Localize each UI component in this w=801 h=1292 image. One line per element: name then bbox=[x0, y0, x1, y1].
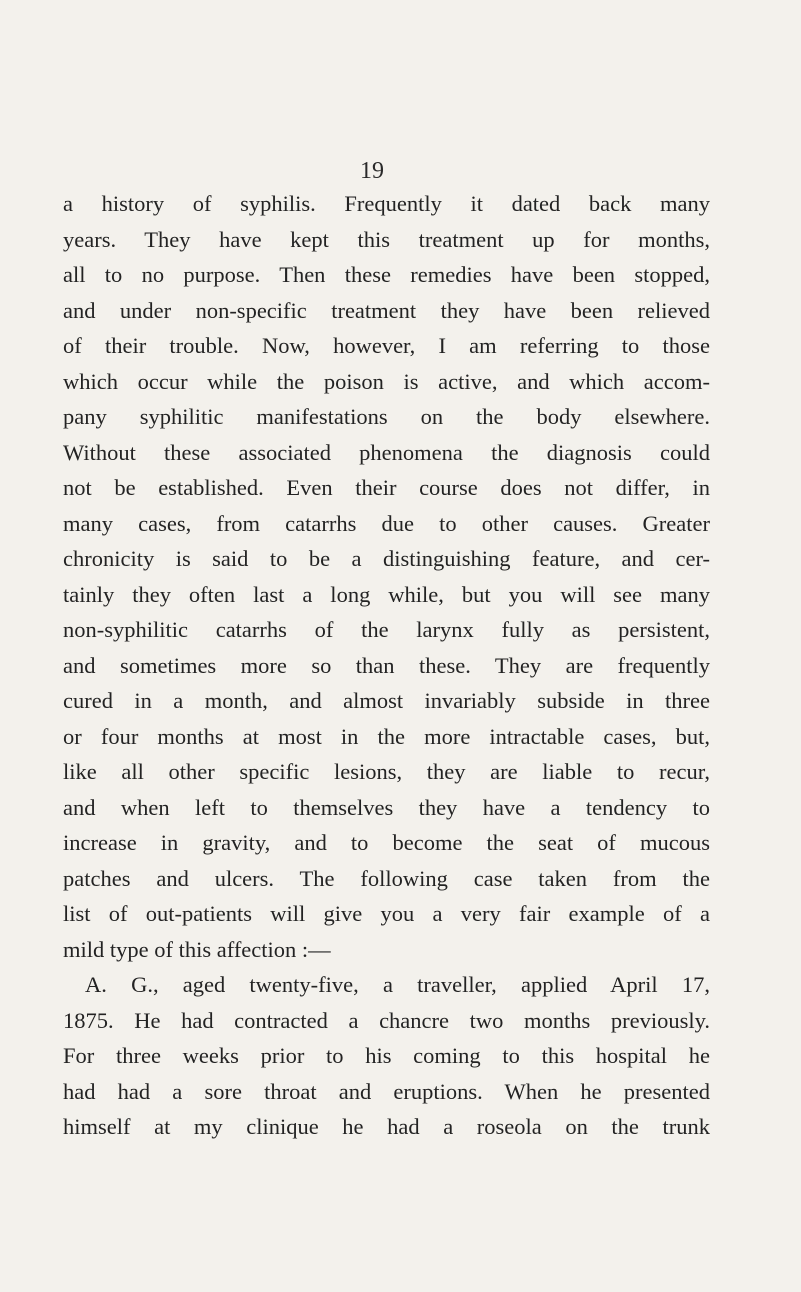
text-line: which occur while the poison is active, and which accom- bbox=[63, 368, 710, 394]
text-line: not be established. Even their course does not differ, in bbox=[63, 475, 710, 500]
text-line: and sometimes more so than these. They are frequently bbox=[63, 652, 710, 678]
page-number: 19 bbox=[360, 158, 384, 184]
text-line: pany syphilitic manifestations on the body elsewhere. bbox=[63, 404, 710, 429]
text-line: himself at my clinique he had a roseola on the trunk bbox=[63, 1114, 710, 1139]
text-line: or four months at most in the more intractable cases, but, bbox=[63, 723, 710, 749]
text-line: tainly they often last a long while, but you will see many bbox=[63, 581, 710, 607]
text-line: A. G., aged twenty-five, a traveller, applied April 17, bbox=[85, 972, 710, 997]
text-line: Without these associated phenomena the diagnosis could bbox=[63, 439, 710, 465]
text-line: like all other specific lesions, they are liable to recur, bbox=[63, 759, 710, 784]
text-line: cured in a month, and almost invariably subside in three bbox=[63, 688, 710, 713]
text-line: list of out-patients will give you a very fair example of a bbox=[63, 901, 710, 926]
text-line: For three weeks prior to his coming to this hospital he bbox=[63, 1043, 710, 1068]
text-line: increase in gravity, and to become the seat of mucous bbox=[63, 830, 710, 855]
text-line: patches and ulcers. The following case taken from the bbox=[63, 865, 710, 891]
text-line: all to no purpose. Then these remedies have been stopped, bbox=[63, 262, 710, 287]
text-line: non-syphilitic catarrhs of the larynx fully as persistent, bbox=[63, 617, 710, 642]
text-line: and under non-specific treatment they have been relieved bbox=[63, 297, 710, 323]
text-line: a history of syphilis. Frequently it dated back many bbox=[63, 191, 710, 216]
text-line: and when left to themselves they have a tendency to bbox=[63, 794, 710, 820]
text-line: mild type of this affection :— bbox=[63, 936, 331, 962]
text-line: of their trouble. Now, however, I am referring to those bbox=[63, 333, 710, 358]
text-line: had had a sore throat and eruptions. When he presented bbox=[63, 1078, 710, 1104]
text-line: many cases, from catarrhs due to other causes. Greater bbox=[63, 510, 710, 536]
text-line: years. They have kept this treatment up for months, bbox=[63, 226, 710, 252]
text-line: 1875. He had contracted a chancre two months previously. bbox=[63, 1007, 710, 1033]
text-line: chronicity is said to be a distinguishing feature, and cer- bbox=[63, 546, 710, 571]
body-text bbox=[63, 186, 710, 1145]
